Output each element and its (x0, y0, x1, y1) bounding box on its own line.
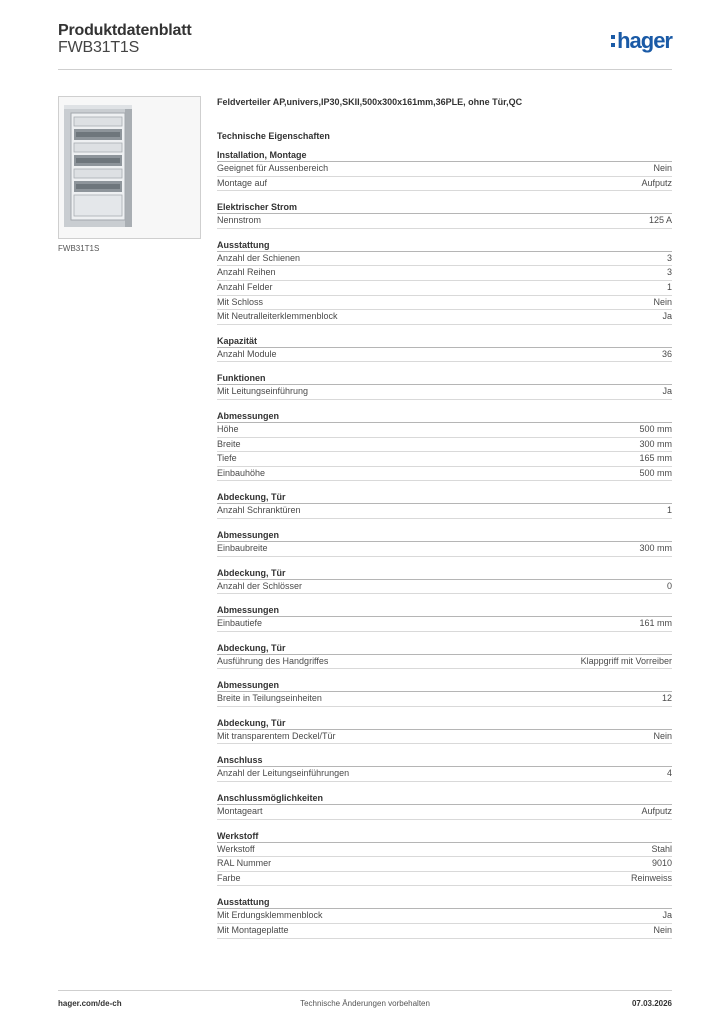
property-label: Farbe (217, 872, 241, 883)
property-label: Breite in Teilungseinheiten (217, 693, 322, 704)
group-title: Anschluss (217, 754, 672, 767)
datasheet-content (217, 96, 672, 939)
group-title: Abmessungen (217, 679, 672, 692)
property-row (217, 281, 672, 296)
property-group (217, 239, 672, 325)
property-group (217, 830, 672, 887)
property-row (217, 617, 672, 632)
property-label: Montage auf (217, 177, 268, 188)
property-value: Nein (653, 296, 672, 307)
group-title: Abdeckung, Tür (217, 567, 672, 580)
property-value: Klappgriff mit Vorreiber (580, 655, 672, 666)
property-row (217, 252, 672, 267)
property-value: Stahl (651, 843, 672, 854)
property-row (217, 504, 672, 519)
property-group (217, 567, 672, 595)
property-label: Nennstrom (217, 215, 262, 226)
property-row (217, 423, 672, 438)
footer-website-link[interactable]: hager.com/de-ch (58, 999, 122, 1008)
page-footer (58, 990, 672, 1016)
logo-text: hager (617, 28, 672, 53)
property-label: Einbautiefe (217, 618, 263, 629)
footer-notice: Technische Änderungen vorbehalten (300, 999, 430, 1008)
property-row (217, 857, 672, 872)
group-title: Abdeckung, Tür (217, 491, 672, 504)
property-row (217, 266, 672, 281)
property-row (217, 805, 672, 820)
property-group (217, 717, 672, 745)
property-label: Mit Erdungsklemmenblock (217, 910, 323, 921)
property-group (217, 372, 672, 400)
property-label: Montageart (217, 806, 263, 817)
group-title: Abmessungen (217, 604, 672, 617)
property-group (217, 604, 672, 632)
property-group (217, 410, 672, 481)
group-title: Werkstoff (217, 830, 672, 843)
property-row (217, 730, 672, 745)
page-header (58, 20, 672, 70)
group-title: Abdeckung, Tür (217, 717, 672, 730)
property-value: 300 mm (639, 438, 672, 449)
property-label: Anzahl Schranktüren (217, 505, 301, 516)
property-label: Mit Schloss (217, 296, 264, 307)
property-label: Mit Montageplatte (217, 925, 289, 936)
property-group (217, 529, 672, 557)
group-title: Installation, Montage (217, 149, 672, 162)
group-title: Anschlussmöglichkeiten (217, 792, 672, 805)
property-label: Breite (217, 438, 241, 449)
property-value: Ja (662, 311, 672, 322)
property-group (217, 896, 672, 938)
property-row (217, 924, 672, 939)
property-group (217, 679, 672, 707)
property-row (217, 655, 672, 670)
property-label: Werkstoff (217, 843, 255, 854)
property-row (217, 452, 672, 467)
property-label: Anzahl der Schienen (217, 252, 301, 263)
property-label: Mit Neutralleiterklemmenblock (217, 311, 338, 322)
property-group (217, 201, 672, 229)
product-description: Feldverteiler AP,univers,IP30,SKII,500x300x161mm,36PLE, ohne Tür,QC (217, 97, 523, 107)
distribution-board-illustration (59, 97, 200, 238)
property-value: 161 mm (639, 618, 672, 629)
property-value: Reinweiss (630, 872, 672, 883)
property-group (217, 754, 672, 782)
property-value: Nein (653, 925, 672, 936)
group-title: Abmessungen (217, 410, 672, 423)
property-label: Tiefe (217, 453, 237, 464)
property-row (217, 162, 672, 177)
section-title: Technische Eigenschaften (217, 131, 330, 141)
property-row (217, 348, 672, 363)
property-value: Ja (662, 386, 672, 397)
property-label: Anzahl Module (217, 348, 277, 359)
property-value: 165 mm (639, 453, 672, 464)
property-row (217, 580, 672, 595)
property-value: 500 mm (639, 423, 672, 434)
property-label: Geeignet für Aussenbereich (217, 163, 329, 173)
property-label: Höhe (217, 423, 239, 434)
property-row (217, 296, 672, 311)
property-row (217, 310, 672, 325)
property-value: 36 (661, 348, 672, 359)
logo-dots-icon (611, 35, 615, 47)
property-value: Ja (662, 910, 672, 921)
group-title: Abmessungen (217, 529, 672, 542)
properties-groups (217, 149, 672, 939)
property-row (217, 438, 672, 453)
property-row (217, 467, 672, 482)
property-row (217, 692, 672, 707)
property-label: Ausführung des Handgriffes (217, 655, 329, 666)
page-title: Produktdatenblatt (58, 22, 192, 39)
property-row (217, 843, 672, 858)
footer-date: 07.03.2026 (631, 999, 672, 1008)
property-group (217, 792, 672, 820)
property-row (217, 909, 672, 924)
group-title: Funktionen (217, 372, 672, 385)
group-title: Elektrischer Strom (217, 201, 672, 214)
property-value: Aufputz (641, 806, 672, 817)
product-image (58, 96, 201, 239)
property-value: 3 (666, 267, 672, 278)
property-row (217, 542, 672, 557)
group-title: Kapazität (217, 335, 672, 348)
property-value: 3 (666, 252, 672, 263)
property-group (217, 491, 672, 519)
property-value: 4 (666, 768, 672, 779)
property-row (217, 385, 672, 400)
image-caption: FWB31T1S (58, 244, 100, 253)
property-label: Einbaubreite (217, 542, 268, 553)
property-label: RAL Nummer (217, 858, 272, 869)
property-value: 1 (666, 505, 672, 516)
property-value: 125 A (648, 215, 672, 226)
property-value: 300 mm (639, 542, 672, 553)
hager-logo (611, 28, 672, 54)
property-value: Nein (653, 730, 672, 741)
property-label: Anzahl der Schlösser (217, 580, 303, 591)
property-label: Mit transparentem Deckel/Tür (217, 730, 336, 741)
property-label: Einbauhöhe (217, 467, 266, 478)
property-label: Mit Leitungseinführung (217, 386, 309, 397)
property-row (217, 767, 672, 782)
property-value: 12 (661, 693, 672, 704)
property-value: 9010 (651, 858, 672, 869)
property-value: Aufputz (641, 177, 672, 188)
property-group (217, 642, 672, 670)
property-label: Anzahl der Leitungseinführungen (217, 768, 350, 779)
property-row (217, 214, 672, 229)
group-title: Ausstattung (217, 239, 672, 252)
product-code: FWB31T1S (58, 39, 140, 56)
property-group (217, 149, 672, 191)
property-group (217, 335, 672, 363)
property-label: Anzahl Reihen (217, 267, 276, 278)
property-row (217, 872, 672, 887)
property-value: 500 mm (639, 467, 672, 478)
property-value: 1 (666, 281, 672, 292)
group-title: Abdeckung, Tür (217, 642, 672, 655)
property-label: Anzahl Felder (217, 281, 273, 292)
group-title: Ausstattung (217, 896, 672, 909)
property-value: Nein (653, 163, 672, 173)
property-value: 0 (666, 580, 672, 591)
property-row (217, 177, 672, 192)
